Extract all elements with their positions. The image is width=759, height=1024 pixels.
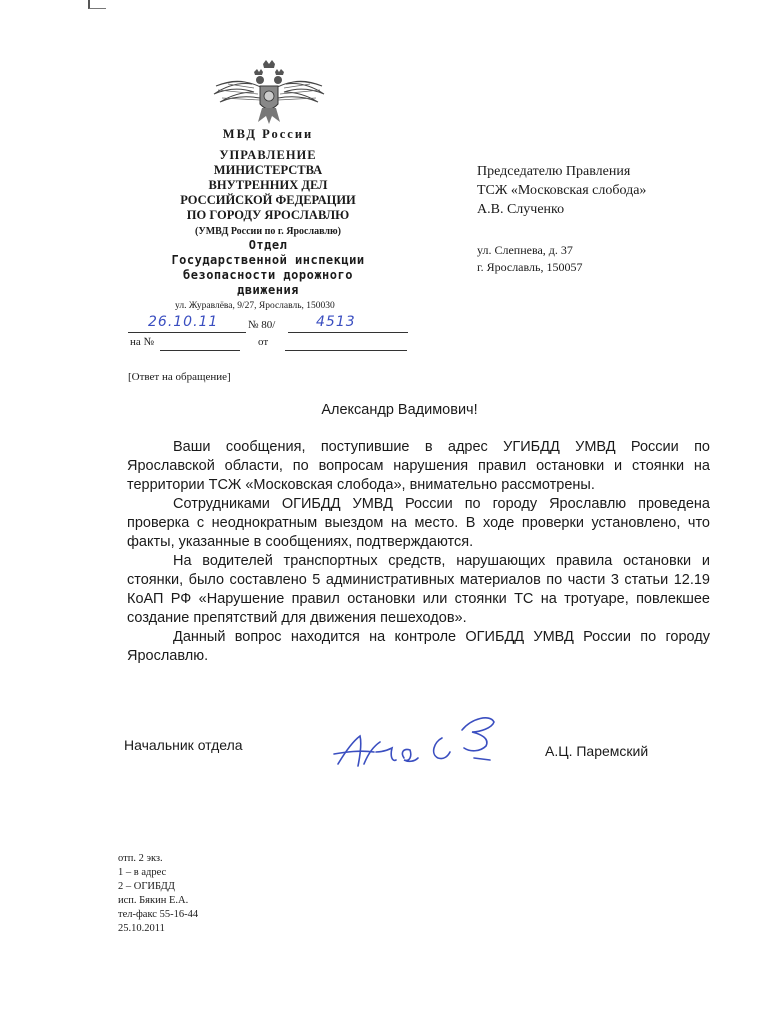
recipient-address-line: ул. Слепнева, д. 37 (477, 243, 573, 257)
letter-paragraph: Ваши сообщения, поступившие в адрес УГИБДД УМВД России по Ярославской области, по вопросам нарушения правил остановки и стоянки на территории ТСЖ «Московская слобода», внимательно рассмотрены. (127, 439, 710, 493)
letter-paragraph: Сотрудниками ОГИБДД УМВД России по городу Ярославлю проведена проверка с неоднократным выездом на место. В ходе проверки установлено, что факты, указанные в сообщениях, подтверждаются. (127, 496, 710, 550)
department-line: РОССИЙСКОЙ ФЕДЕРАЦИИ (180, 193, 356, 207)
department-line: ПО ГОРОДУ ЯРОСЛАВЛЮ (186, 208, 350, 222)
letter-body (127, 438, 710, 666)
signatory-name: А.Ц. Паремский (545, 743, 649, 759)
footer-line: 1 – в адрес (118, 867, 167, 878)
footer-line: 2 – ОГИБДД (118, 881, 175, 892)
unit-line: движения (237, 283, 299, 297)
footer-line: исп. Бякин Е.А. (118, 895, 189, 906)
unit-line: Отдел (248, 238, 288, 252)
ref-underline (160, 336, 240, 351)
unit-line: Государственной инспекции (171, 253, 365, 267)
department-line: МИНИСТЕРСТВА (213, 163, 323, 177)
number-label: № 80/ (248, 319, 276, 331)
recipient-address (477, 242, 582, 276)
recipient-line: Председателю Правления (477, 164, 631, 179)
department-line: ВНУТРЕННИХ ДЕЛ (208, 178, 328, 192)
mvd-eagle-emblem-icon (208, 60, 330, 126)
recipient-block (477, 162, 646, 219)
ref-date-underline (285, 336, 407, 351)
reply-note: [Ответ на обращение] (128, 371, 231, 383)
footer-line: отп. 2 экз. (118, 853, 163, 864)
ref-label: на № (130, 336, 155, 348)
handwritten-date: 26.10.11 (148, 314, 219, 330)
department-short-name: (УМВД России по г. Ярославлю) (195, 226, 341, 237)
handwritten-number: 4513 (316, 314, 356, 330)
letter-paragraph: На водителей транспортных средств, нарушающих правила остановки и стоянки, было составлено 5 административных материалов по части 3 статьи 12.19 КоАП РФ «Нарушение правил остановки или стоянки ТС на тротуаре, повлекшее создание препятствий для движения пешеходов». (127, 553, 710, 626)
unit-line: безопасности дорожного (183, 268, 353, 282)
department-name (118, 148, 418, 223)
sender-address: ул. Журавлёва, 9/27, Ярославль, 150030 (175, 301, 335, 311)
reference-line (130, 333, 420, 353)
ref-from-label: от (258, 336, 269, 348)
footer-line: тел-факс 55-16-44 (118, 909, 199, 920)
unit-name (118, 238, 418, 298)
recipient-address-line: г. Ярославль, 150057 (477, 260, 583, 274)
salutation: Александр Вадимович! (321, 402, 478, 418)
handwritten-signature-icon (330, 708, 510, 772)
recipient-line: ТСЖ «Московская слобода» (477, 183, 647, 198)
footer-notes (118, 852, 198, 936)
recipient-line: А.В. Слученко (477, 202, 565, 217)
signatory-position: Начальник отдела (124, 737, 243, 753)
department-line: УПРАВЛЕНИЕ (219, 148, 317, 162)
letter-paragraph: Данный вопрос находится на контроле ОГИБДД УМВД России по городу Ярославлю. (127, 629, 710, 664)
agency-name: МВД России (222, 127, 314, 141)
footer-line: 25.10.2011 (118, 923, 165, 934)
scan-edge-mark (88, 0, 106, 9)
